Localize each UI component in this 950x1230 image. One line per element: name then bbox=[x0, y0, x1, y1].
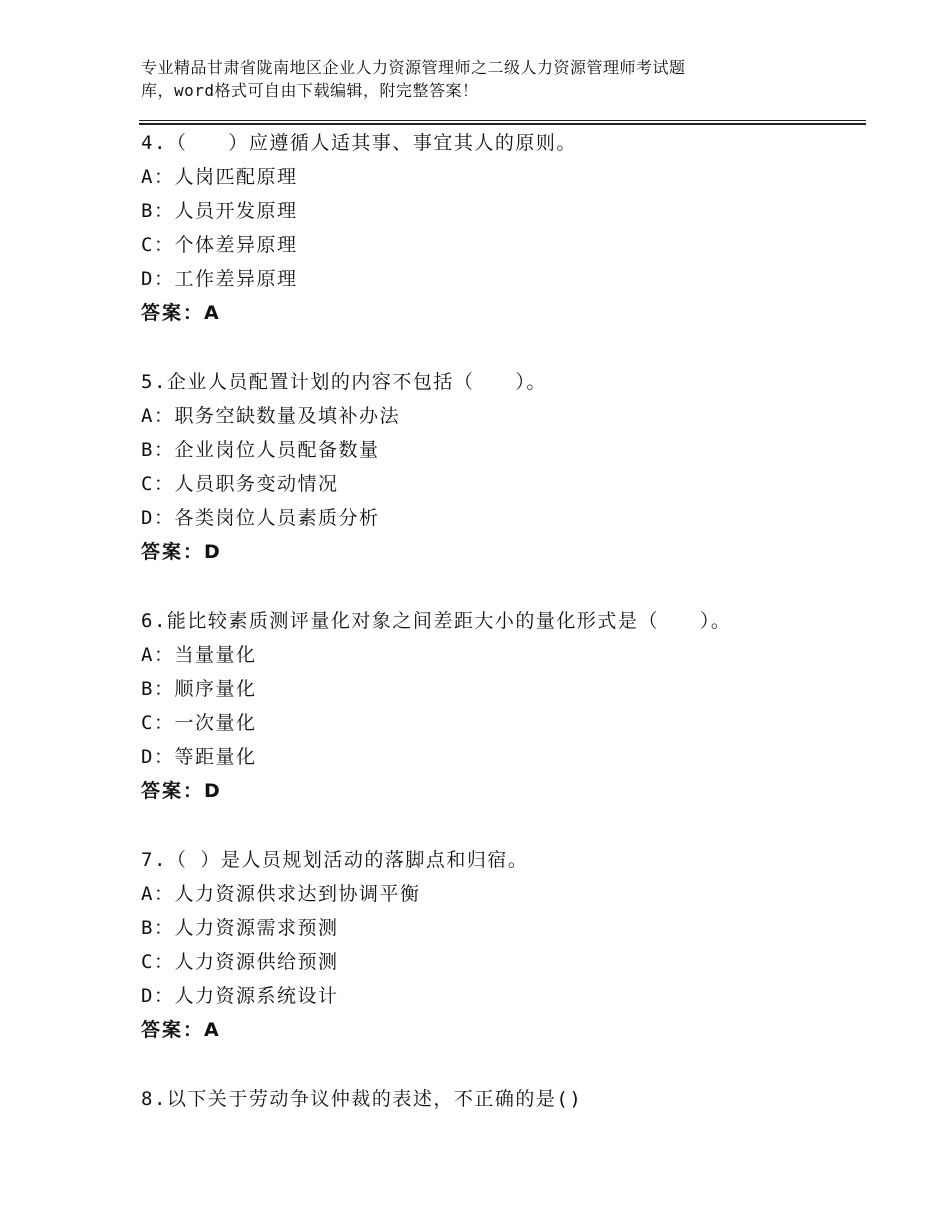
option-b: B：人力资源需求预测 bbox=[141, 917, 339, 939]
question-stem: 6.能比较素质测评量化对象之间差距大小的量化形式是（ ）。 bbox=[141, 610, 732, 632]
header-divider-thin bbox=[139, 120, 866, 121]
question-6 bbox=[141, 604, 861, 808]
question-list bbox=[141, 126, 861, 1116]
option-a: A：人力资源供求达到协调平衡 bbox=[141, 883, 421, 905]
question-7 bbox=[141, 843, 861, 1047]
answer-line bbox=[141, 535, 861, 569]
option-b: B：企业岗位人员配备数量 bbox=[141, 439, 380, 461]
answer-label: 答案： bbox=[141, 541, 205, 563]
answer-label: 答案： bbox=[141, 1019, 205, 1041]
question-spacer bbox=[141, 808, 861, 843]
answer-value: D bbox=[204, 541, 220, 563]
question-stem: 4.（ ）应遵循人适其事、事宜其人的原则。 bbox=[141, 132, 577, 154]
header-line-2: 库，word格式可自由下载编辑，附完整答案！ bbox=[141, 81, 479, 100]
option-d: D：各类岗位人员素质分析 bbox=[141, 507, 380, 529]
option-d: D：等距量化 bbox=[141, 746, 257, 768]
answer-value: A bbox=[204, 302, 219, 324]
question-spacer bbox=[141, 569, 861, 604]
question-stem: 8.以下关于劳动争议仲裁的表述，不正确的是() bbox=[141, 1088, 583, 1110]
question-stem: 5.企业人员配置计划的内容不包括（ ）。 bbox=[141, 371, 547, 393]
header-divider-thick bbox=[139, 123, 866, 125]
option-c: C：人力资源供给预测 bbox=[141, 951, 339, 973]
option-d: D：工作差异原理 bbox=[141, 268, 298, 290]
answer-label: 答案： bbox=[141, 780, 205, 802]
option-a: A：当量量化 bbox=[141, 644, 257, 666]
option-b: B：顺序量化 bbox=[141, 678, 257, 700]
option-d: D：人力资源系统设计 bbox=[141, 985, 339, 1007]
question-8 bbox=[141, 1082, 861, 1116]
option-c: C：一次量化 bbox=[141, 712, 257, 734]
option-b: B：人员开发原理 bbox=[141, 200, 298, 222]
header-line-1: 专业精品甘肃省陇南地区企业人力资源管理师之二级人力资源管理师考试题 bbox=[141, 58, 686, 77]
option-c: C：人员职务变动情况 bbox=[141, 473, 339, 495]
option-a: A：职务空缺数量及填补办法 bbox=[141, 405, 400, 427]
question-spacer bbox=[141, 330, 861, 365]
question-4 bbox=[141, 126, 861, 330]
option-a: A：人岗匹配原理 bbox=[141, 166, 298, 188]
question-5 bbox=[141, 365, 861, 569]
answer-line bbox=[141, 296, 861, 330]
question-spacer bbox=[141, 1047, 861, 1082]
question-stem: 7.（ ）是人员规划活动的落脚点和归宿。 bbox=[141, 849, 529, 871]
answer-line bbox=[141, 774, 861, 808]
answer-line bbox=[141, 1013, 861, 1047]
answer-value: A bbox=[204, 1019, 219, 1041]
answer-label: 答案： bbox=[141, 302, 205, 324]
document-header bbox=[141, 56, 781, 102]
option-c: C：个体差异原理 bbox=[141, 234, 298, 256]
answer-value: D bbox=[204, 780, 220, 802]
